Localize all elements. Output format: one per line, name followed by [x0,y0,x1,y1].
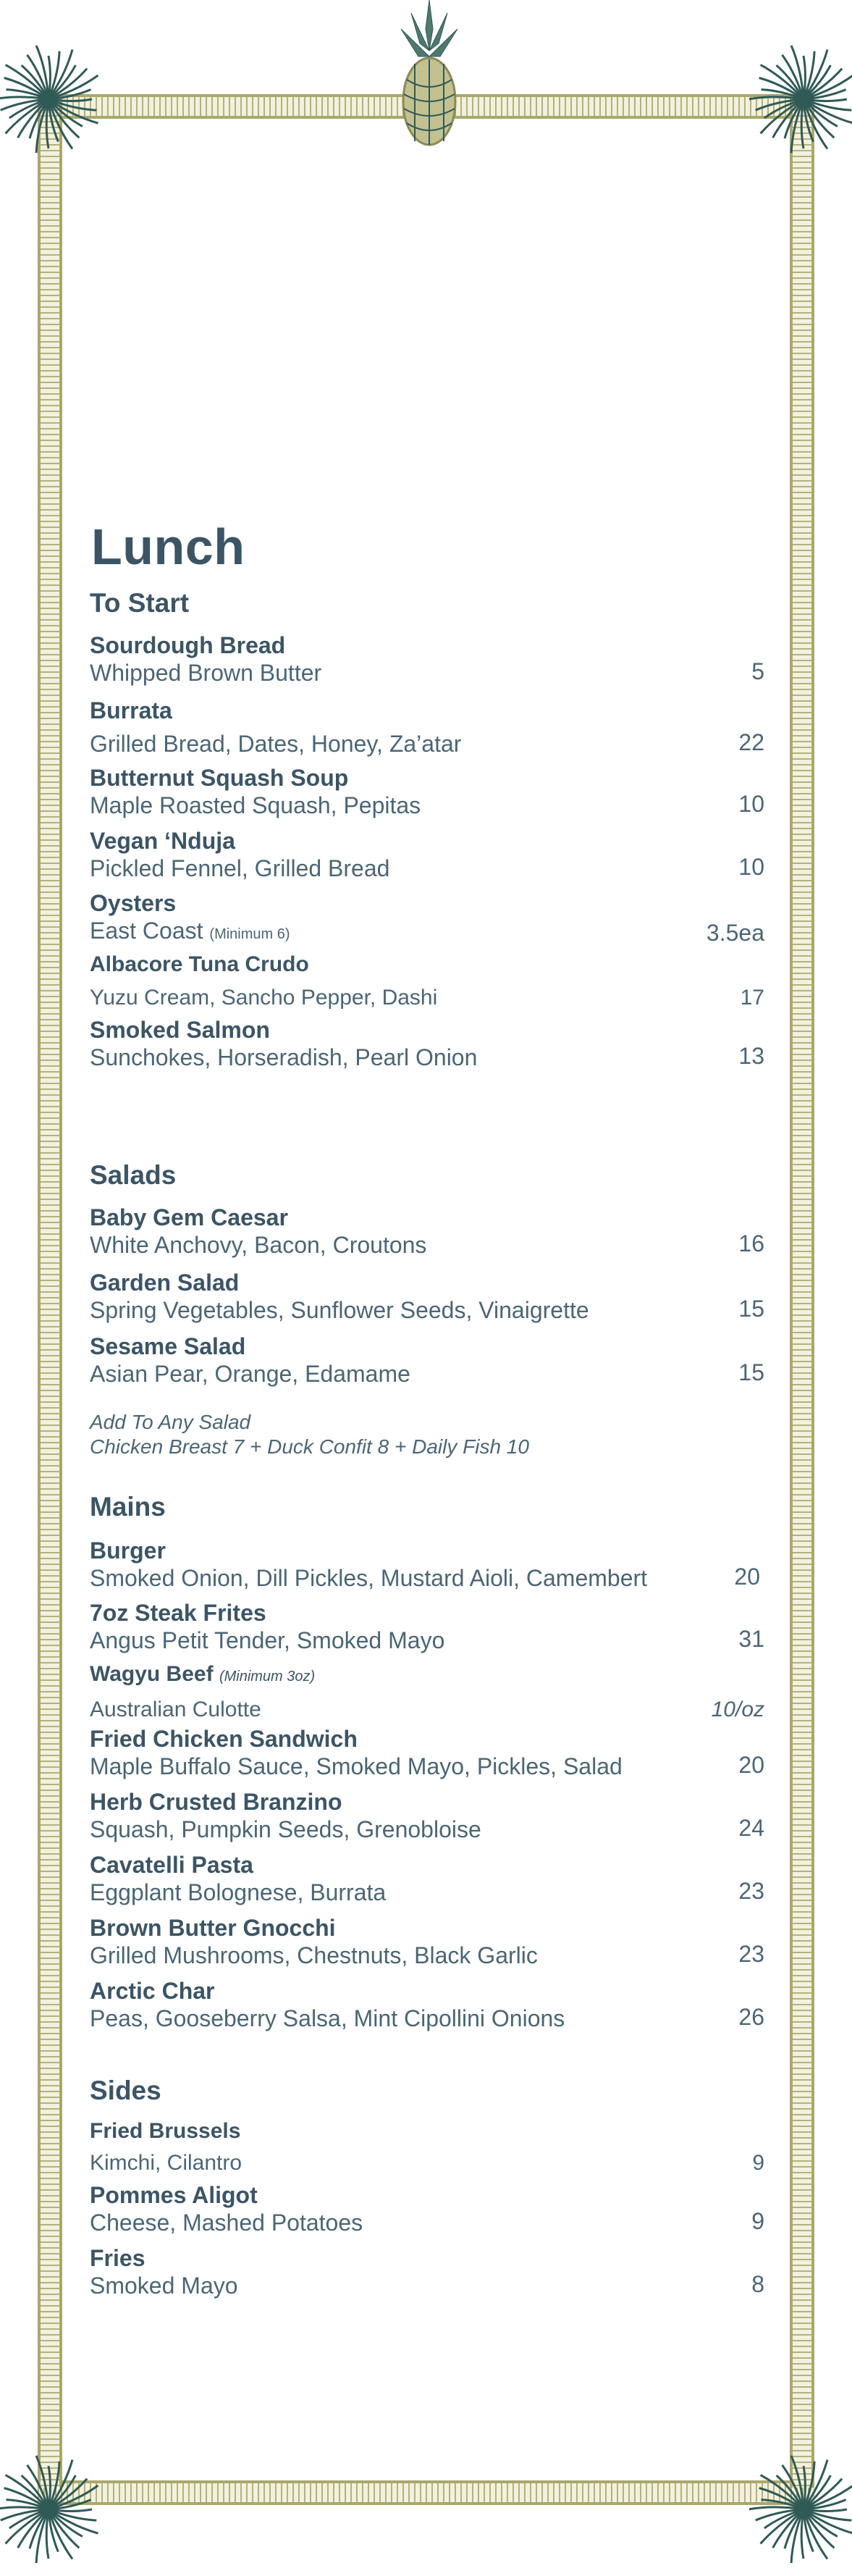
item-price: 8 [751,2271,764,2297]
item-price: 10 [738,791,764,817]
section-title-salads: Salads [90,1160,177,1190]
item-desc: Smoked Mayo [90,2273,238,2299]
item-desc: Asian Pear, Orange, Edamame [90,1361,410,1387]
menu-item [90,1269,764,1324]
item-note: (Minimum 6) [209,926,290,942]
page-title: Lunch [91,519,245,575]
item-name: Smoked Salmon [90,1017,270,1043]
menu-item [90,2181,764,2236]
item-name: Fried Chicken Sandwich [90,1726,358,1752]
frame-border-left [38,98,62,2488]
item-desc: Yuzu Cream, Sancho Pepper, Dashi [90,986,438,1010]
item-name: Burrata [90,697,172,723]
menu-item [90,1914,764,1969]
palm-leaf-icon [0,2455,103,2564]
section-title-mains: Mains [90,1492,166,1522]
item-desc: Sunchokes, Horseradish, Pearl Onion [90,1044,478,1070]
item-name: Baby Gem Caesar [90,1204,288,1230]
item-name: Garden Salad [90,1270,240,1296]
menu-item [90,1725,764,1780]
menu-item [90,764,764,819]
menu-item [90,1851,764,1906]
item-price: 23 [738,1878,764,1904]
item-price: 9 [751,2208,764,2234]
item-desc: Whipped Brown Butter [90,660,322,686]
item-desc: White Anchovy, Bacon, Croutons [90,1232,427,1258]
palm-leaf-icon [749,45,852,154]
item-name: Albacore Tuna Crudo [90,952,309,976]
menu-item [90,889,764,948]
item-name: Arctic Char [90,1978,215,2004]
item-desc: Maple Roasted Squash, Pepitas [90,792,421,818]
item-price: 20 [738,1752,764,1778]
section-title-to-start: To Start [90,588,190,618]
item-note: (Minimum 3oz) [219,1669,316,1685]
item-name: Brown Butter Gnocchi [90,1915,336,1941]
item-price: 17 [740,986,764,1010]
item-price: 10/oz [711,1698,764,1721]
palm-center [43,2504,54,2514]
item-desc [90,917,764,948]
item-price: 16 [738,1230,764,1256]
item-price: 23 [738,1941,764,1967]
menu-item [90,2118,764,2177]
palm-center [43,94,54,104]
item-desc-text: East Coast [90,918,203,944]
item-desc: Peas, Gooseberry Salsa, Mint Cipollini Onions [90,2005,565,2031]
item-name: Oysters [90,890,177,916]
item-desc: Squash, Pumpkin Seeds, Grenobloise [90,1816,481,1842]
item-desc: Maple Buffalo Sauce, Smoked Mayo, Pickles, Salad [90,1753,623,1779]
item-desc: Eggplant Bolognese, Burrata [90,1879,387,1905]
item-price: 3.5ea [706,920,764,946]
item-price: 5 [751,658,764,684]
item-name: Sourdough Bread [90,632,286,658]
item-name: Butternut Squash Soup [90,765,349,791]
menu-item [90,1537,764,1592]
menu-item [90,1204,764,1259]
item-name: Burger [90,1537,166,1564]
menu-item [90,1977,764,2032]
item-price: 15 [738,1359,764,1385]
item-name: Fries [90,2245,145,2271]
item-desc: Pickled Fennel, Grilled Bread [90,855,390,881]
item-price: 26 [738,2004,764,2030]
item-name: Vegan ‘Nduja [90,828,235,854]
section-title-sides: Sides [90,2076,161,2105]
item-desc: Angus Petit Tender, Smoked Mayo [90,1627,445,1653]
item-price: 22 [738,729,764,755]
item-price: 10 [738,854,764,880]
item-name: Sesame Salad [90,1333,246,1359]
item-price: 31 [738,1626,764,1652]
item-name: Fried Brussels [90,2119,241,2143]
pineapple-icon [397,0,462,148]
item-desc: Grilled Mushrooms, Chestnuts, Black Garlic [90,1942,538,1968]
item-desc: Cheese, Mashed Potatoes [90,2210,363,2236]
item-price: 9 [752,2151,764,2175]
item-name: 7oz Steak Frites [90,1600,266,1626]
menu-item [90,1333,764,1388]
menu-item [90,1788,764,1843]
item-desc: Smoked Onion, Dill Pickles, Mustard Aioli, Camembert [90,1565,648,1591]
menu-item [90,1661,764,1724]
menu-item [90,697,764,758]
salad-addon-title: Add To Any Salad [90,1411,251,1433]
item-name: Cavatelli Pasta [90,1852,253,1878]
menu-item [90,632,764,687]
menu-item [90,1016,764,1071]
item-desc: Kimchi, Cilantro [90,2151,242,2175]
palm-center [798,94,809,104]
palm-leaf-icon [0,45,103,154]
menu-item [90,951,764,1012]
palm-leaf-icon [749,2455,852,2564]
item-desc: Grilled Bread, Dates, Honey, Za’atar [90,731,462,757]
item-name [90,1661,764,1690]
menu-item [90,2244,764,2299]
frame-border-bottom [38,2480,814,2505]
frame-border-right [790,98,814,2488]
salad-addon-items: Chicken Breast 7 + Duck Confit 8 + Daily Fish 10 [90,1435,529,1458]
item-desc: Spring Vegetables, Sunflower Seeds, Vinaigrette [90,1297,589,1323]
item-price: 13 [738,1043,764,1069]
item-price: 20 [734,1564,760,1590]
menu-item [90,1599,764,1654]
item-name: Herb Crusted Branzino [90,1789,342,1815]
item-desc: Australian Culotte [90,1698,261,1721]
item-name: Pommes Aligot [90,2182,258,2208]
item-price: 24 [738,1815,764,1841]
palm-center [798,2504,809,2514]
item-price: 15 [738,1296,764,1322]
item-name-text: Wagyu Beef [90,1662,214,1686]
menu-item [90,827,764,882]
